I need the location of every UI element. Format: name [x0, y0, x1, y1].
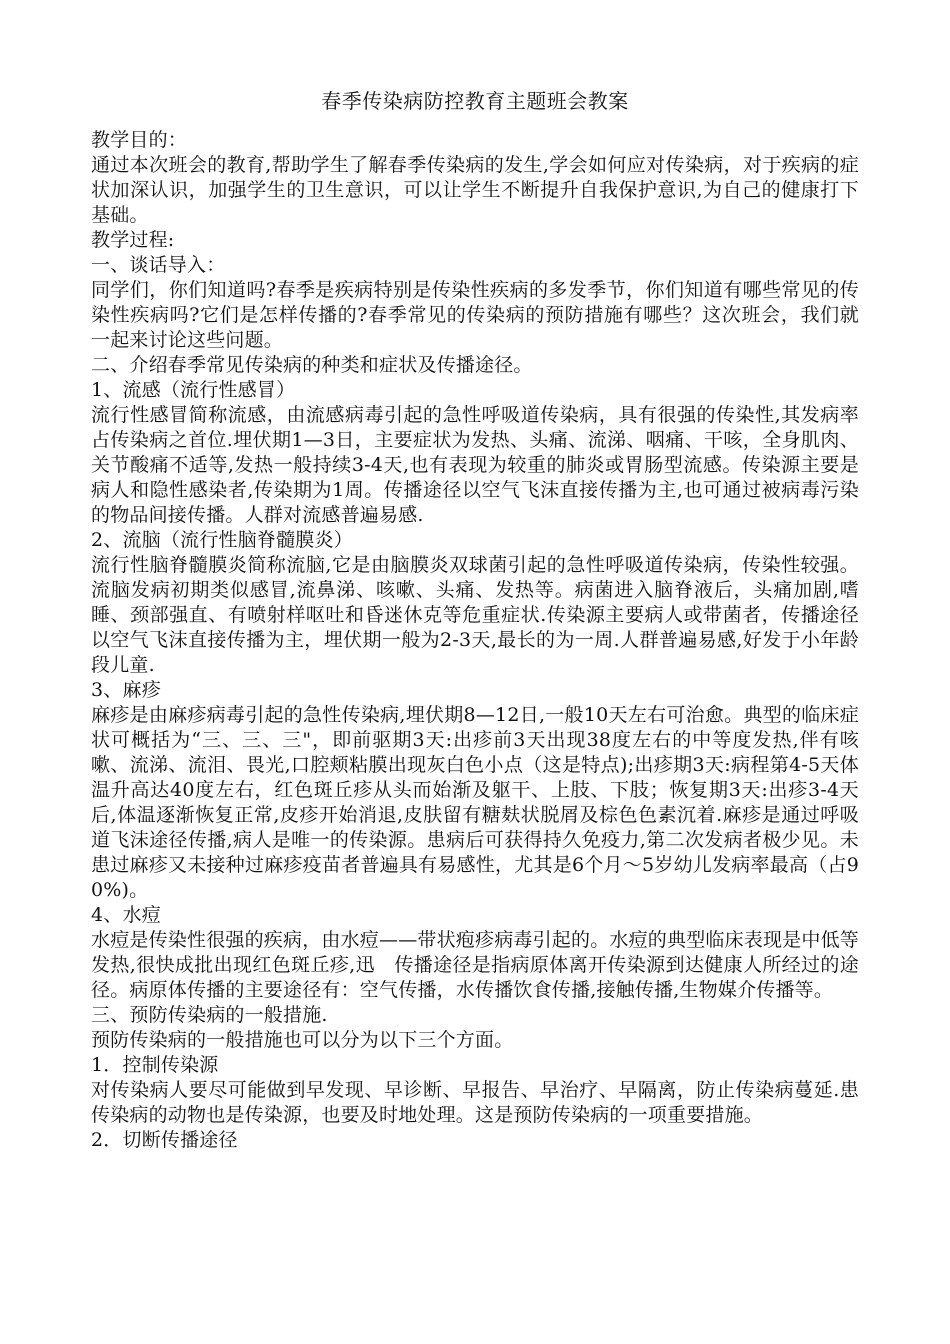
heading-flu: 1、流感（流行性感冒） — [91, 379, 296, 401]
paragraph-control-source: 对传染病人要尽可能做到早发现、早诊断、早报告、早治疗、早隔离，防止传染病蔓延.患传染病的动物也是传染源，也要及时地处理。这是预防传染病的一项重要措施。 — [91, 1079, 859, 1126]
paragraph-teaching-goal: 通过本次班会的教育,帮助学生了解春季传染病的发生,学会如何应对传染病，对于疾病的症状加深认识，加强学生的卫生意识，可以让学生不断提升自我保护意识,为自己的健康打下基础。 — [91, 154, 859, 226]
heading-teaching-process: 教学过程: — [91, 229, 175, 251]
paragraph-meningitis: 流行性脑脊髓膜炎简称流脑,它是由脑膜炎双球菌引起的急性呼吸道传染病，传染性较强。流脑发病初期类似感冒,流鼻涕、咳嗽、头痛、发热等。病菌进入脑脊液后，头痛加剧,嗜睡、颈部强直、有喷射样呕吐和昏迷休克等危重症状.传染源主要病人或带菌者，传播途径以空气飞沫直接传播为主，埋伏期一般为2-3天,最长的为一周.人群普遍易感,好发于小年龄段儿童. — [91, 554, 859, 676]
heading-section-1: 一、谈话导入： — [91, 254, 226, 276]
heading-section-2: 二、介绍春季常见传染病的种类和症状及传播途径。 — [91, 354, 533, 376]
heading-control-source: 1．控制传染源 — [91, 1054, 219, 1076]
document-title: 春季传染病防控教育主题班会教案 — [321, 89, 629, 113]
heading-teaching-goal: 教学目的： — [91, 129, 188, 151]
heading-cut-transmission: 2．切断传播途径 — [91, 1129, 238, 1151]
paragraph-chickenpox: 水痘是传染性很强的疾病，由水痘——带状疱疹病毒引起的。水痘的典型临床表现是中低等发热,很快成批出现红色斑丘疹,迅 传播途径是指病原体离开传染源到达健康人所经过的途径。病原体传播的主要途径有：空气传播，水传播饮食传播,接触传播,生物媒介传播等。 — [91, 929, 860, 1001]
document-page — [91, 86, 859, 1153]
heading-section-3: 三、预防传染病的一般措施. — [91, 1004, 328, 1026]
paragraph-intro: 同学们，你们知道吗?春季是疾病特别是传染性疾病的多发季节，你们知道有哪些常见的传染性疾病吗?它们是怎样传播的?春季常见的传染病的预防措施有哪些？这次班会，我们就一起来讨论这些问题。 — [91, 279, 859, 351]
heading-measles: 3、麻疹 — [91, 679, 161, 701]
paragraph-measles: 麻疹是由麻疹病毒引起的急性传染病,埋伏期8—12日,一般10天左右可治愈。典型的临床症状可概括为“三、三、三"，即前驱期3天:出疹前3天出现38度左右的中等度发热,伴有咳嗽、流涕、流泪、畏光,口腔颊粘膜出现灰白色小点（这是特点);出疹期3天:病程第4-5天体温升高达40度左右，红色斑丘疹从头而始渐及躯干、上肢、下肢；恢复期3天:出疹3-4天后,体温逐渐恢复正常,皮疹开始消退,皮肤留有糖麸状脱屑及棕色色素沉着.麻疹是通过呼吸道飞沫途径传播,病人是唯一的传染源。患病后可获得持久免疫力,第二次发病者极少见。未患过麻疹又未接种过麻疹疫苗者普遍具有易感性，尤其是6个月～5岁幼儿发病率最高（占90%)。 — [91, 704, 859, 901]
heading-chickenpox: 4、水痘 — [91, 904, 161, 926]
paragraph-prevention-intro: 预防传染病的一般措施也可以分为以下三个方面。 — [91, 1029, 514, 1051]
heading-meningitis: 2、流脑（流行性脑脊髓膜炎） — [91, 529, 353, 551]
paragraph-flu: 流行性感冒简称流感，由流感病毒引起的急性呼吸道传染病，具有很强的传染性,其发病率占传染病之首位.埋伏期1—3日，主要症状为发热、头痛、流涕、咽痛、干咳，全身肌肉、关节酸痛不适等,发热一般持续3-4天,也有表现为较重的肺炎或胃肠型流感。传染源主要是病人和隐性感染者,传染期为1周。传播途径以空气飞沫直接传播为主,也可通过被病毒污染的物品间接传播。人群对流感普遍易感. — [91, 404, 859, 526]
